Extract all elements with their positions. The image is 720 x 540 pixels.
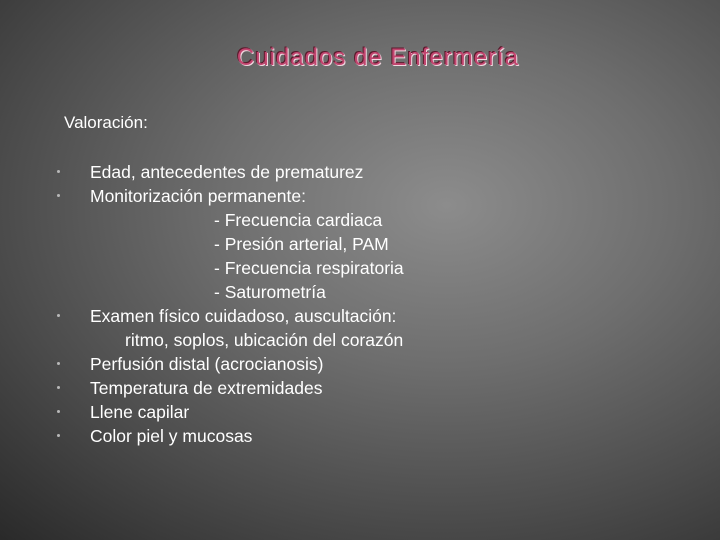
list-item xyxy=(0,376,720,400)
sub-item xyxy=(0,208,720,232)
sub-item-text: - Presión arterial, PAM xyxy=(214,234,389,254)
list-item-text: Edad, antecedentes de prematurez xyxy=(90,162,364,182)
list-item xyxy=(0,352,720,376)
continuation-line xyxy=(0,328,720,352)
list-item xyxy=(0,400,720,424)
section-label: Valoración: xyxy=(64,113,148,132)
bullet-icon xyxy=(57,314,60,317)
list-item-text: Color piel y mucosas xyxy=(90,426,253,446)
list-item xyxy=(0,160,720,184)
list-item-text: Examen físico cuidadoso, auscultación: xyxy=(90,306,397,326)
bullet-icon xyxy=(57,362,60,365)
list-item-text: Monitorización permanente: xyxy=(90,186,306,206)
sub-item xyxy=(0,232,720,256)
continuation-text: ritmo, soplos, ubicación del corazón xyxy=(125,330,404,350)
list-item xyxy=(0,184,720,208)
slide-title: Cuidados de Enfermería xyxy=(236,44,520,71)
list-item-text: Llene capilar xyxy=(90,402,190,422)
bullet-icon xyxy=(57,170,60,173)
sub-item-text: - Frecuencia respiratoria xyxy=(214,258,404,278)
bullet-icon xyxy=(57,194,60,197)
bullet-icon xyxy=(57,386,60,389)
bullet-icon xyxy=(57,410,60,413)
sub-item-text: - Frecuencia cardiaca xyxy=(214,210,383,230)
list-item xyxy=(0,304,720,328)
sub-item xyxy=(0,280,720,304)
list-item-text: Perfusión distal (acrocianosis) xyxy=(90,354,324,374)
sub-item xyxy=(0,256,720,280)
sub-item-text: - Saturometría xyxy=(214,282,326,302)
list-item-text: Temperatura de extremidades xyxy=(90,378,323,398)
bullet-icon xyxy=(57,434,60,437)
list-item xyxy=(0,424,720,448)
